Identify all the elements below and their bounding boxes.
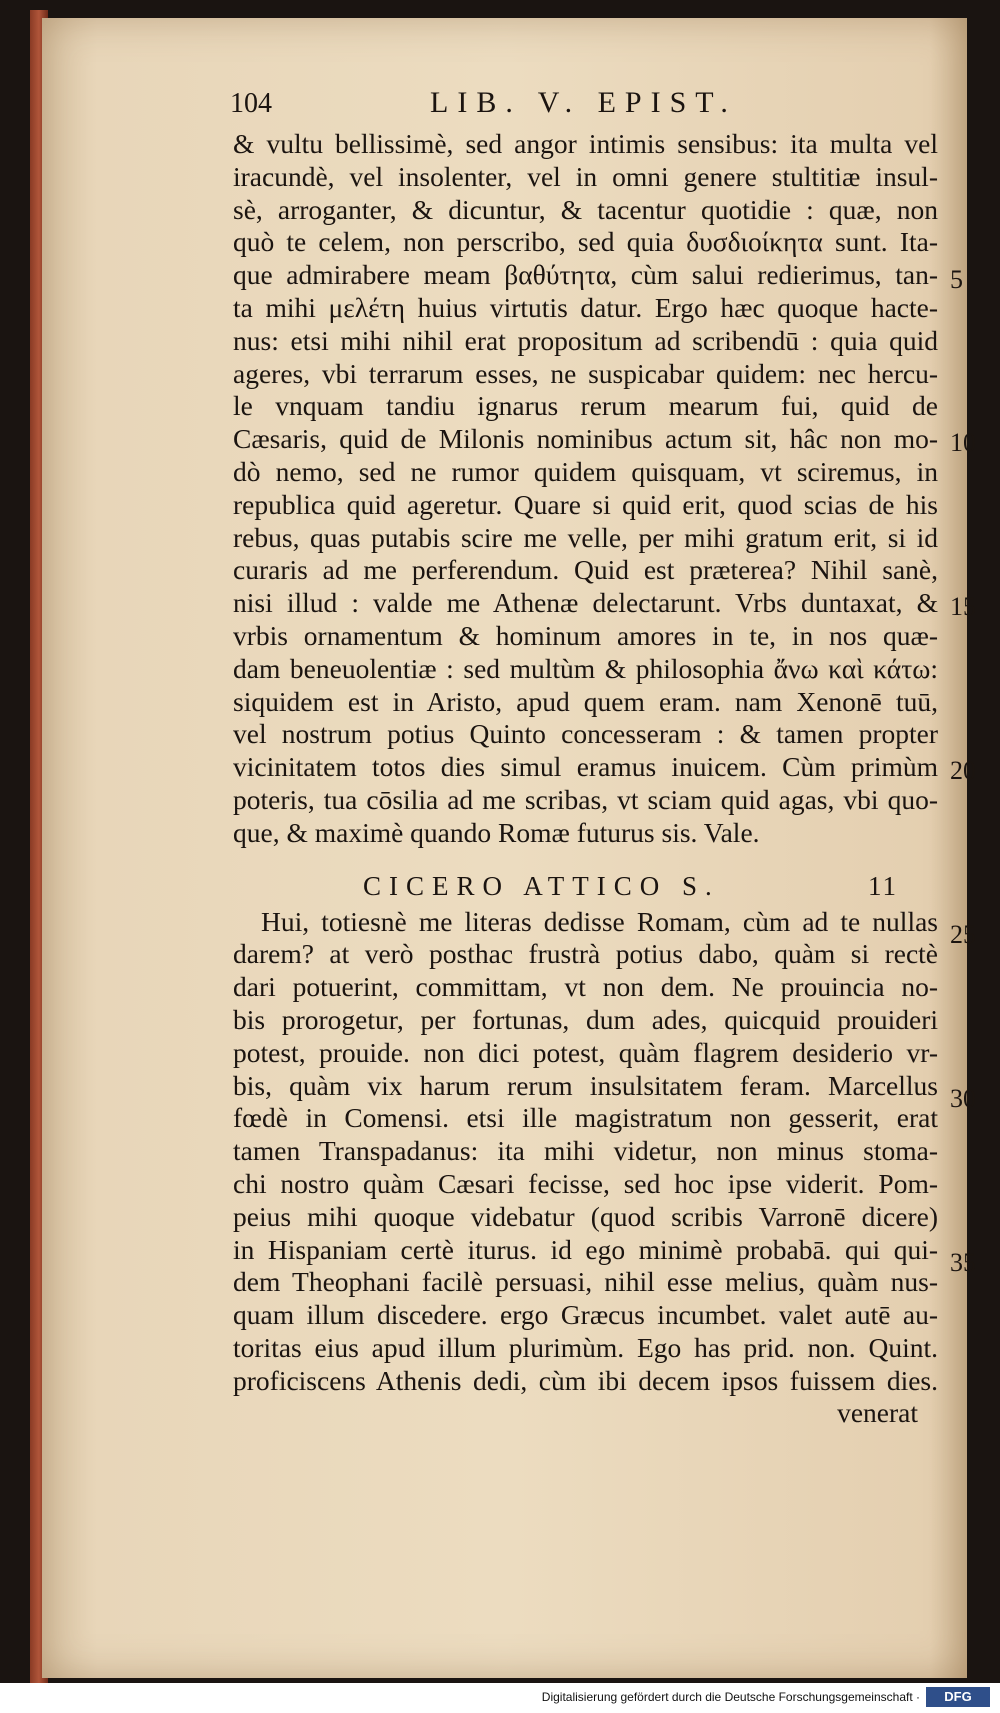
text-line: Cæsaris, quid de Milonis nominibus actum sit, hâc non mo- xyxy=(233,423,938,455)
text-line: bis prorogetur, per fortunas, dum ades, quicquid prouideri xyxy=(233,1003,938,1035)
line-number: 20 xyxy=(950,756,976,785)
text-line: nus: etsi mihi nihil erat propositum ad scribendū : quia quid xyxy=(233,324,938,356)
epistle-number: 11 xyxy=(868,870,898,901)
text-line: nisi illud : valde me Athenæ delectarunt. Vrbs duntaxat, & xyxy=(233,587,938,619)
text-line: dò nemo, sed ne rumor quidem quisquam, vt sciremus, in xyxy=(233,455,938,487)
text-line: vicinitatem totos dies simul eramus inuicem. Cùm primùm xyxy=(233,751,938,783)
page-text xyxy=(233,128,938,1430)
footer-credit: Digitalisierung gefördert durch die Deutsche Forschungsgemeinschaft · xyxy=(541,1690,920,1704)
line-number: 25 xyxy=(950,920,976,949)
page-number: 104 xyxy=(230,88,272,119)
text-line: fœdè in Comensi. etsi ille magistratum non gesserit, erat xyxy=(233,1102,938,1134)
text-line: ageres, vbi terrarum esses, ne suspicabar quidem: nec hercu- xyxy=(233,357,938,389)
text-line: iracundè, vel insolenter, vel in omni genere stultitiæ insul- xyxy=(233,160,938,192)
dfg-logo: DFG xyxy=(926,1687,990,1707)
epistle-title: CICERO ATTICO S. xyxy=(363,870,720,901)
text-line: sè, arroganter, & dicuntur, & tacentur quotidie : quæ, non xyxy=(233,193,938,225)
text-line: Hui, totiesnè me literas dedisse Romam, cùm ad te nullas xyxy=(261,905,938,937)
text-line: curaris ad me perferendum. Quid est præterea? Nihil sanè, xyxy=(233,554,938,586)
text-line: peius mihi quoque videbatur (quod scribis Varronē dicere) xyxy=(233,1200,938,1232)
text-line: republica quid ageretur. Quare si quid erit, quod scias de his xyxy=(233,488,938,520)
text-line: que admirabere meam βαθύτητα, cùm salui redierimus, tan- xyxy=(233,259,938,291)
catchword: venerat xyxy=(837,1397,918,1429)
text-line: vrbis ornamentum & hominum amores in te, in nos quæ- xyxy=(233,619,938,651)
text-line: que, & maximè quando Romæ futurus sis. Vale. xyxy=(233,816,760,848)
text-line: darem? at verò posthac frustrà potius dabo, quàm si rectè xyxy=(233,938,938,970)
text-line: le vnquam tandiu ignarus rerum mearum fui, quid de xyxy=(233,390,938,422)
text-line: vel nostrum potius Quinto concesseram : & tamen propter xyxy=(233,718,938,750)
text-line: proficiscens Athenis dedi, cùm ibi decem ipsos fuissem dies. xyxy=(233,1364,938,1396)
text-line: quò te celem, non perscribo, sed quia δυσδιοίκητα sunt. Ita- xyxy=(233,226,938,258)
text-line: in Hispaniam certè iturus. id ego minimè probabā. qui qui- xyxy=(233,1233,938,1265)
text-line: dam beneuolentiæ : sed multùm & philosophia ἄνω καὶ κάτω: xyxy=(233,652,938,684)
line-number: 30 xyxy=(950,1084,976,1113)
text-line: potest, prouide. non dici potest, quàm flagrem desiderio vr- xyxy=(233,1036,938,1068)
page-header xyxy=(230,88,930,132)
text-line: tamen Transpadanus: ita mihi videtur, non minus stoma- xyxy=(233,1135,938,1167)
line-number: 10 xyxy=(950,428,976,457)
digitization-footer xyxy=(0,1683,1000,1713)
text-line: toritas eius apud illum plurimùm. Ego has prid. non. Quint. xyxy=(233,1331,938,1363)
text-line: poteris, tua cōsilia ad me scribas, vt sciam quid agas, vbi quo- xyxy=(233,783,938,815)
epistle-heading xyxy=(233,870,938,906)
text-line: & vultu bellissimè, sed angor intimis sensibus: ita multa vel xyxy=(233,128,938,159)
text-line: rebus, quas putabis scire me velle, per mihi gratum erit, si id xyxy=(233,521,938,553)
line-number: 35 xyxy=(950,1248,976,1277)
text-line: ta mihi μελέτη huius virtutis datur. Ergo hæc quoque hacte- xyxy=(233,291,938,323)
text-line: siquidem est in Aristo, apud quem eram. nam Xenonē tuū, xyxy=(233,685,938,717)
text-line: bis, quàm vix harum rerum insulsitatem feram. Marcellus xyxy=(233,1069,938,1101)
running-title: LIB. V. EPIST. xyxy=(430,86,737,119)
line-number: 15 xyxy=(950,592,976,621)
text-line: dari potuerint, committam, vt non dem. Ne prouincia no- xyxy=(233,971,938,1003)
text-line: quam illum discedere. ergo Græcus incumbet. valet autē au- xyxy=(233,1299,938,1331)
line-number: 5 xyxy=(950,265,963,294)
text-line: chi nostro quàm Cæsari fecisse, sed hoc ipse viderit. Pom- xyxy=(233,1167,938,1199)
text-line: dem Theophani facilè persuasi, nihil esse melius, quàm nus- xyxy=(233,1266,938,1298)
